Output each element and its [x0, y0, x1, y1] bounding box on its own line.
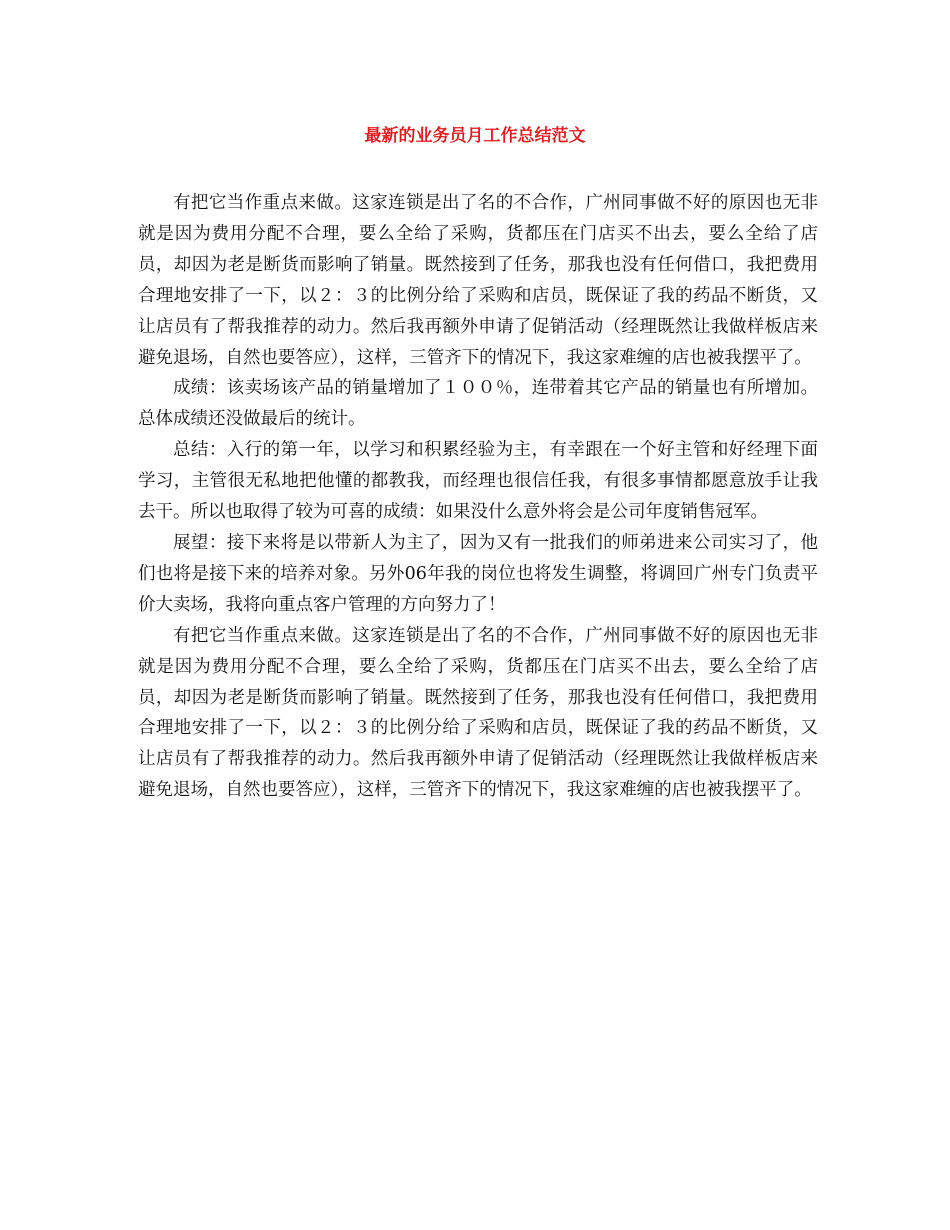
paragraph-1: 有把它当作重点来做。这家连锁是出了名的不合作，广州同事做不好的原因也无非就是因为费用分配不合理，要么全给了采购，货都压在门店买不出去，要么全给了店员，却因为老是断货而影响了销量。既然接到了任务，那我也没有任何借口，我把费用合理地安排了一下，以２：３的比例分给了采购和店员，既保证了我的药品不断货，又让店员有了帮我推荐的动力。然后我再额外申请了促销活动（经理既然让我做样板店来避免退场，自然也要答应），这样，三管齐下的情况下，我这家难缠的店也被我摆平了。: [138, 193, 818, 368]
document-title: 最新的业务员月工作总结范文: [364, 126, 586, 146]
paragraph-2: 成绩：该卖场该产品的销量增加了１００％，连带着其它产品的销量也有所增加。总体成绩还没做最后的统计。: [138, 378, 818, 430]
paragraph-3: 总结：入行的第一年，以学习和积累经验为主，有幸跟在一个好主管和好经理下面学习，主管很无私地把他懂的都教我，而经理也很信任我，有很多事情都愿意放手让我去干。所以也取得了较为可喜的成绩：如果没什么意外将会是公司年度销售冠军。: [138, 440, 818, 523]
paragraph-5: 有把它当作重点来做。这家连锁是出了名的不合作，广州同事做不好的原因也无非就是因为费用分配不合理，要么全给了采购，货都压在门店买不出去，要么全给了店员，却因为老是断货而影响了销量。既然接到了任务，那我也没有任何借口，我把费用合理地安排了一下，以２：３的比例分给了采购和店员，既保证了我的药品不断货，又让店员有了帮我推荐的动力。然后我再额外申请了促销活动（经理既然让我做样板店来避免退场，自然也要答应），这样，三管齐下的情况下，我这家难缠的店也被我摆平了。: [138, 625, 818, 801]
paragraph-4: 展望：接下来将是以带新人为主了，因为又有一批我们的师弟进来公司实习了，他们也将是接下来的培养对象。另外06年我的岗位也将发生调整，将调回广州专门负责平价大卖场，我将向重点客户管理的方向努力了！: [138, 532, 818, 615]
document-body: [138, 188, 818, 806]
